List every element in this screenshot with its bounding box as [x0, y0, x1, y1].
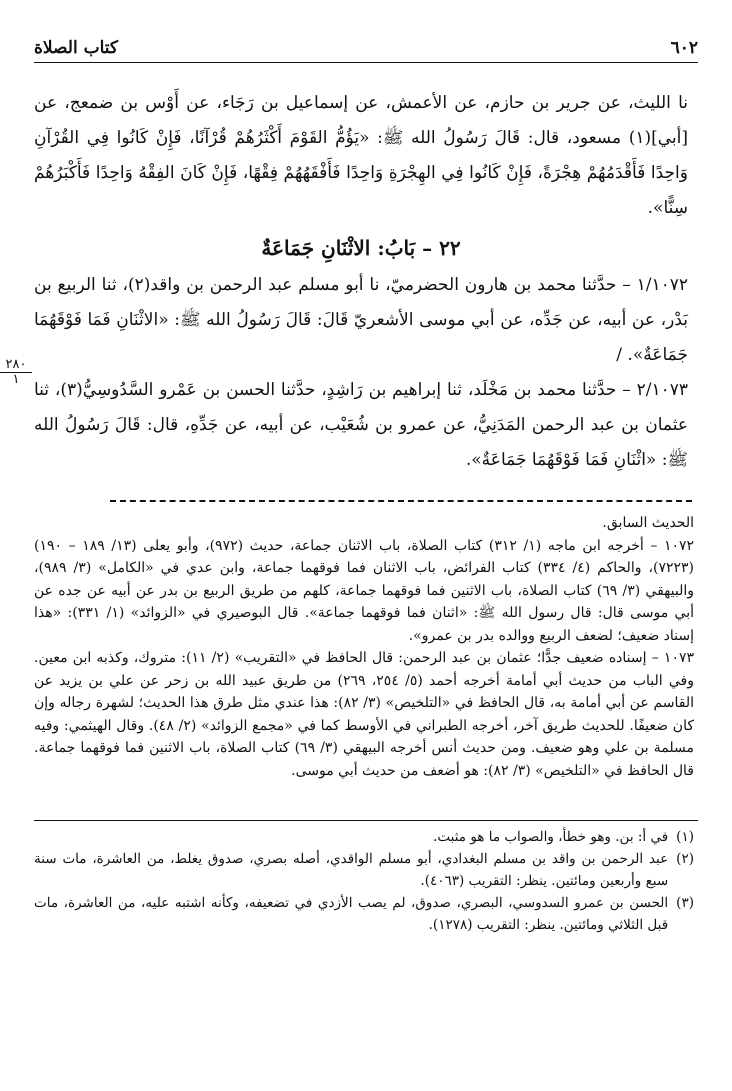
hadith-1073: ٢/١٠٧٣ – حدَّثنا محمد بن مَخْلَد، ثنا إبراهيم بن رَاشِدٍ، حدَّثنا الحسن بن عَمْرو السَّدُوسِيُّ(٣)، ثنا عثمان بن عبد الرحمن المَدَنِيُّ، عن عمرو بن شُعَيْب، عن أبيه، عن جَدِّهِ، قال: قَالَ رَسُولُ الله ﷺ: «اثْنَانِ فَمَا فَوْقَهُمَا جَمَاعَةٌ».	[34, 380, 688, 470]
footnote-text: في أ: بن. وهو خطأ، والصواب ما هو مثبت.	[433, 829, 669, 845]
running-title: كتاب الصلاة	[34, 38, 119, 58]
footnote-number: (٣)	[676, 895, 694, 911]
commentary-notes	[34, 512, 694, 782]
footnote-text: الحسن بن عمرو السدوسي، البصري، صدوق، لم يصب الأزدي في تضعيفه، وكأنه اشتبه عليه، من العاشرة، مات قبل الثلاثي ومائتين. ينظر: التقريب (١٢٧٨).	[34, 895, 669, 933]
chapter-title: ٢٢ – بَابُ: الاثْنَانِ جَمَاعَةٌ	[261, 236, 461, 260]
main-text	[34, 86, 688, 478]
footnote-item	[34, 826, 694, 848]
footnote-number: (١)	[676, 829, 694, 845]
footnote-number: (٢)	[676, 851, 694, 867]
header-rule	[34, 62, 698, 63]
note-1073: ١٠٧٣ – إسناده ضعيف جدًّا؛ عثمان بن عبد الرحمن: قال الحافظ في «التقريب» (٢/ ١١): متروك، وكذبه ابن معين. وفي الباب من حديث أبي أمامة أخرجه أحمد (٥/ ٢٥٤، ٢٦٩) من طريق عبيد الله بن زحر عن علي بن يزيد عن القاسم عن أبي أمامة به، قال الحافظ في «التلخيص» (٣/ ٨٢): هذا عندي مثل طرق هذا الحديث؛ لشهرة رجاله وإن كان ضعيفًا. للحديث طريق آخر، أخرجه الطبراني في الأوسط كما في «مجمع الزوائد» (٢/ ٤٨). وقال الهيثمي: وفيه مسلمة بن علي وهو ضعيف. ومن حديث أنس أخرجه البيهقي (٣/ ٦٩) كتاب الصلاة، باب الاثنين فما فوقهما جماعة. قال الحافظ في «التلخيص» (٣/ ٨٢): هو أضعف من حديث أبي موسى.	[34, 650, 695, 779]
footnote-item	[34, 892, 694, 936]
note-1072: ١٠٧٢ – أخرجه ابن ماجه (١/ ٣١٢) كتاب الصلاة، باب الاثنان جماعة، حديث (٩٧٢)، وأبو يعلى (١٣/ ١٨٩ – ١٩٠) (٧٢٢٣)، والحاكم (٤/ ٣٣٤) كتاب الفرائض، باب الاثنان فما فوقهما جماعة، وابن عدي في «الكامل» (٣/ ٩٨٩)، والبيهقي (٣/ ٦٩) كتاب الصلاة، باب الاثنين فما فوقهما جماعة، كلهم من طريق الربيع بن بدر عن أبيه عن جده عن أبي موسى قال: قال رسول الله ﷺ: «اثنان فما فوقهما جماعة». قال البوصيري في «الزوائد» (١/ ٣٣١): «هذا إسناد ضعيف؛ لضعف الربيع ووالده بدر بن عمرو».	[34, 537, 695, 644]
margin-note-number: ٢٨٠	[0, 358, 32, 373]
page-header	[34, 28, 698, 58]
footnote-text: عبد الرحمن بن واقد بن مسلم البغدادي، أبو مسلم الواقدي، أصله بصري، صدوق يغلط، من العاشرة، مات سنة سبع وأربعين ومائتين. ينظر: التقريب (٤٠٦٣).	[34, 851, 669, 889]
dashed-separator	[110, 500, 692, 502]
paragraph-continued: نا الليث، عن جرير بن حازم، عن الأعمش، عن إسماعيل بن رَجَاء، عن أَوْس بن ضمعج، عن [أبي](١) مسعود، قال: قَالَ رَسُولُ الله ﷺ: «يَؤُمُّ القَوْمَ أَكْثَرُهُمْ قُرْآنًا، فَإِنْ كَانُوا فِي القُرْآنِ وَاحِدًا فَأَقْدَمُهُمْ هِجْرَةً، فَإِنْ كَانُوا فِي الهِجْرَةِ وَاحِدًا فَأَفْقَهُهُمْ فِقْهًا، فَإِنْ كَانَ الفِقْهُ وَاحِدًا فَأَكْبَرُهُمْ سِنًّا».	[34, 93, 688, 218]
footnote-item	[34, 848, 694, 892]
footnotes	[34, 826, 694, 936]
page-number: ٦٠٢	[670, 38, 698, 58]
margin-page-note	[0, 358, 32, 387]
footnote-rule	[34, 820, 698, 821]
hadith-1072: ١/١٠٧٢ – حدَّثنا محمد بن هارون الحضرميّ، نا أبو مسلم عبد الرحمن بن واقد(٢)، ثنا الربيع بن بَدْر، عن أبيه، عن جَدِّه، عن أبي موسى الأشعريّ قَالَ: قَالَ رَسُولُ الله ﷺ: «الاثْنَانِ فَمَا فَوْقَهُمَا جَمَاعَةٌ». /	[34, 275, 688, 365]
notes-intro: الحديث السابق.	[602, 515, 694, 531]
margin-note-sub: ١	[12, 372, 20, 387]
